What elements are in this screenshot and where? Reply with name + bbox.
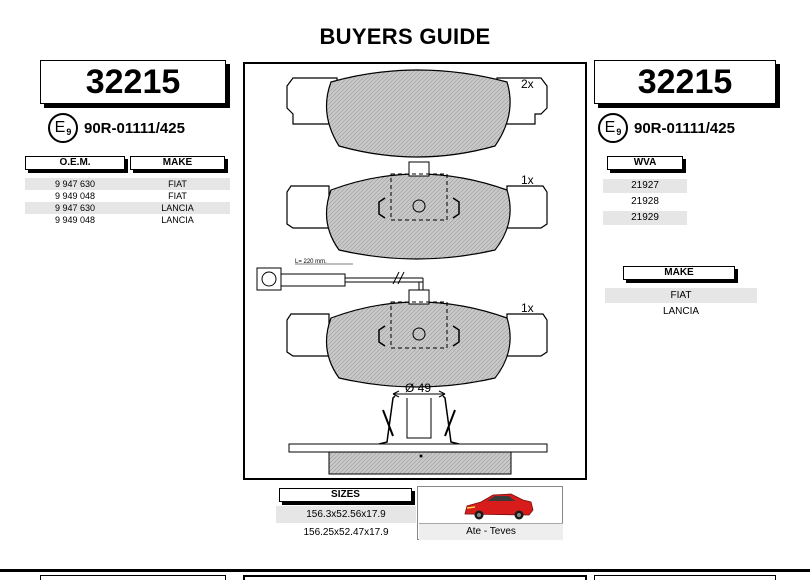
e-mark-icon: E $_9$ — [48, 113, 78, 143]
oem-cell: 9 947 630 — [54, 179, 96, 189]
next-part-box-left — [40, 575, 226, 580]
side-profile-view — [289, 391, 547, 474]
ecer-approval-right — [598, 113, 735, 143]
make-item: FIAT — [670, 290, 692, 301]
sizes-header: SIZES — [279, 488, 412, 502]
pad-top-view — [287, 70, 547, 157]
oem-header: O.E.M. — [25, 156, 125, 170]
oem-cell: 9 947 630 — [54, 203, 96, 213]
ecer-approval-left — [48, 113, 185, 143]
qty-mid-label: 1x — [521, 173, 534, 187]
make-cell: FIAT — [168, 191, 187, 201]
part-number-right: 32215 — [594, 60, 776, 104]
next-drawing-box — [243, 575, 587, 580]
oem-cell: 9 949 048 — [54, 215, 96, 225]
pad-bottom-view — [287, 290, 547, 387]
part-number-left: 32215 — [40, 60, 226, 104]
sensor-length-label: L= 220 mm. — [295, 259, 327, 265]
qty-top-label: 2x — [521, 77, 534, 91]
car-image-icon — [419, 488, 563, 524]
make-cell: LANCIA — [161, 203, 194, 213]
brake-pad-drawing — [243, 62, 587, 480]
make-item: LANCIA — [662, 306, 700, 317]
wva-item: 21929 — [631, 212, 659, 223]
size-row: 156.25x52.47x17.9 — [303, 527, 389, 538]
next-part-box-right — [594, 575, 776, 580]
piston-diameter-label: Ø 49 — [405, 381, 432, 395]
wva-header: WVA — [607, 156, 683, 170]
qty-bottom-label: 1x — [521, 301, 534, 315]
wva-item: 21928 — [631, 196, 659, 207]
make-cell: FIAT — [168, 179, 187, 189]
make-cell: LANCIA — [161, 215, 194, 225]
ecer-number: 90R-01111/425 — [84, 119, 185, 137]
page-title: BUYERS GUIDE — [319, 24, 491, 49]
size-row: 156.3x52.56x17.9 — [276, 506, 416, 523]
brand-label: Ate - Teves — [419, 524, 563, 540]
wva-item: 21927 — [631, 180, 659, 191]
vehicle-box — [417, 486, 563, 540]
wear-sensor — [257, 264, 423, 290]
make-list-header: MAKE — [623, 266, 735, 280]
pad-middle-view — [287, 162, 547, 259]
ecer-number: 90R-01111/425 — [634, 119, 735, 137]
page-divider — [0, 569, 810, 572]
e-mark-icon: E $_9$ — [598, 113, 628, 143]
oem-cell: 9 949 048 — [54, 191, 96, 201]
make-header: MAKE — [130, 156, 225, 170]
